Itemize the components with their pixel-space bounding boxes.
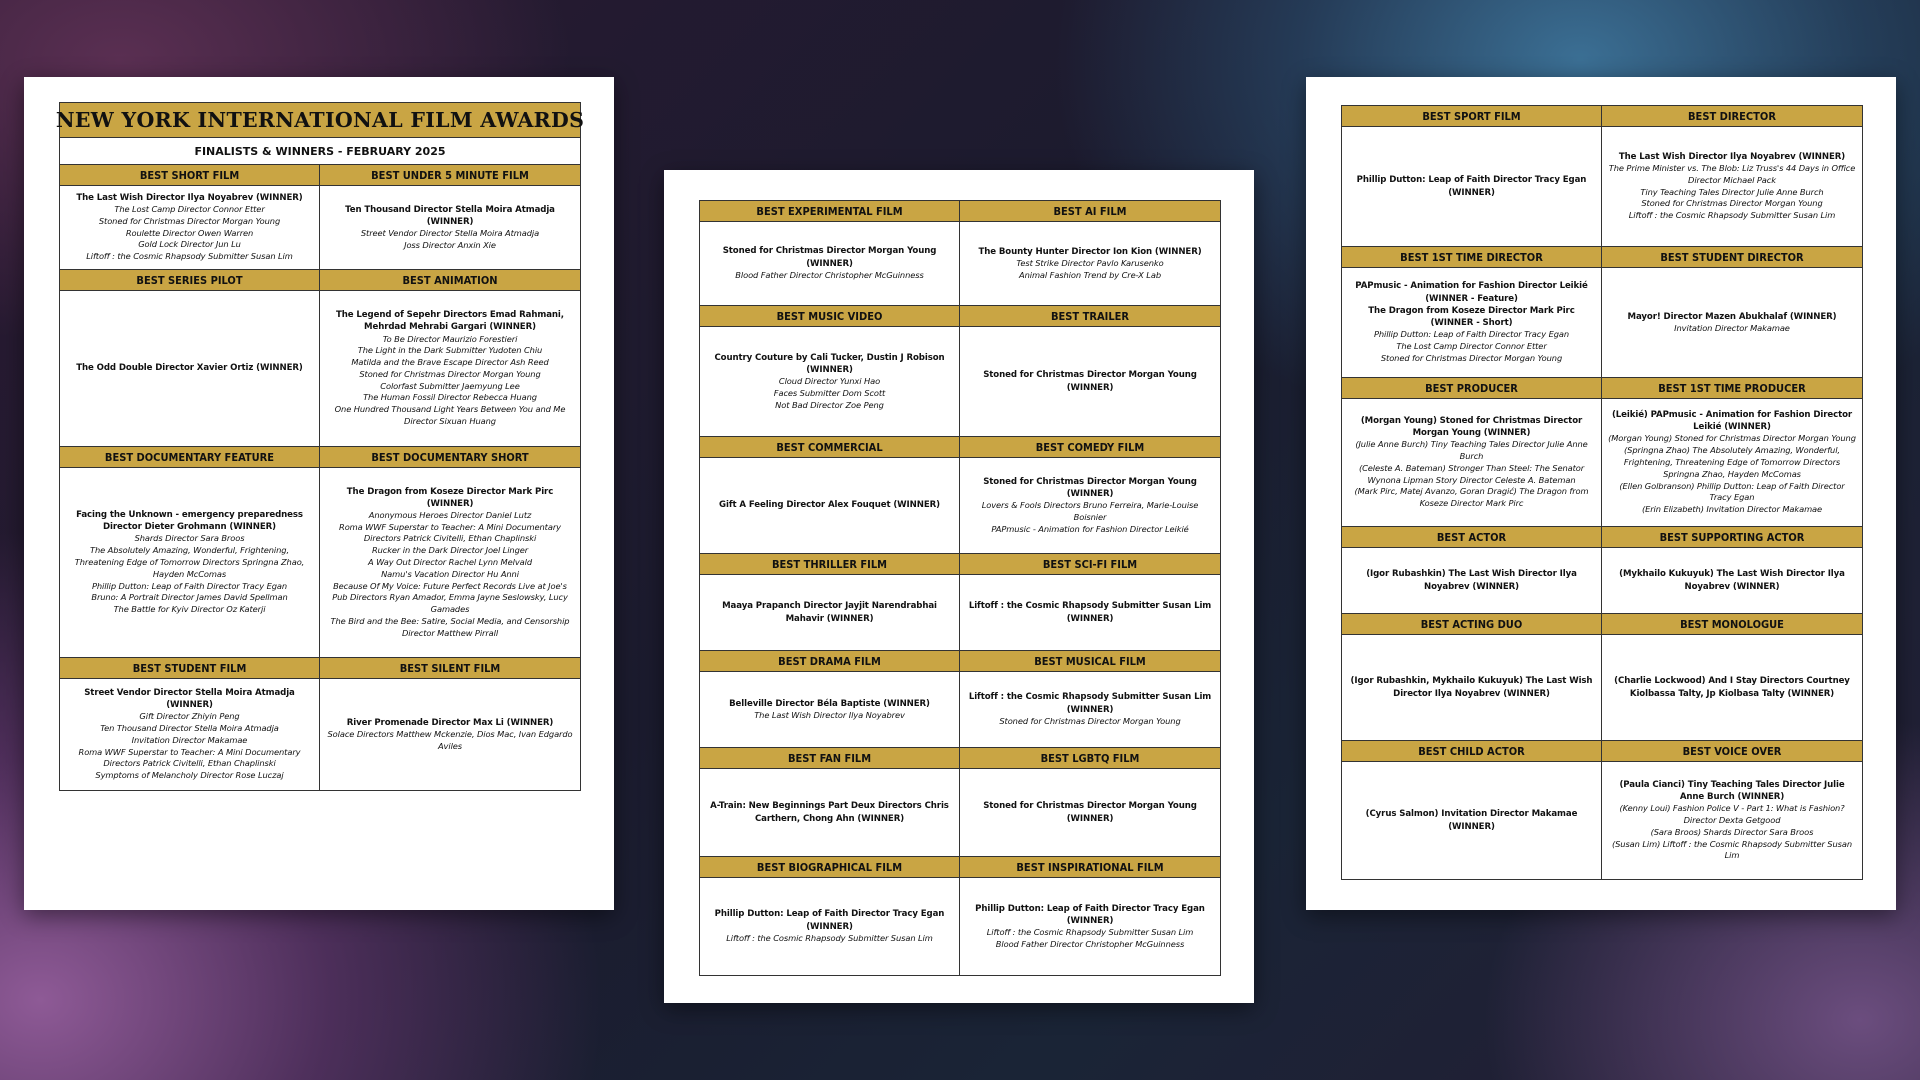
awards-table [55,102,585,791]
awards-page-3 [1306,77,1896,910]
category-entries [320,468,580,657]
winner-entry: Stoned for Christmas Director Morgan Young (WINNER) [722,246,937,269]
category-header: BEST ACTING DUO [1342,614,1601,635]
finalist-entry: Gold Lock Director Jun Lu [138,239,241,250]
finalist-entry: Stoned for Christmas Director Morgan Young [98,215,281,226]
winner-entry: Phillip Dutton: Leap of Faith Director Tracy Egan (WINNER) [975,903,1205,926]
finalist-entry: Because Of My Voice: Future Perfect Records Live at Joe's Pub Directors Ryan Amador, Emma Jayne Seslowsky, Lucy Gamades [332,580,568,615]
finalist-entry: The Human Fossil Director Rebecca Huang [363,392,537,403]
finalist-entry: Ten Thousand Director Stella Moira Atmadja [100,723,279,734]
finalist-entry: Matilda and the Brave Escape Director Ash Reed [351,357,549,368]
finalist-entry: (Celeste A. Bateman) Stronger Than Steel: The Senator Wynona Lipman Story Director Celeste A. Bateman [1358,462,1585,485]
finalist-entry: Anonymous Heroes Director Daniel Lutz [368,509,532,520]
award-category-cell [960,306,1220,437]
award-category-cell [960,554,1220,651]
finalist-entry: Invitation Director Makamae [131,734,248,745]
winner-entry: Stoned for Christmas Director Morgan Young (WINNER) [983,370,1197,393]
winner-entry: Stoned for Christmas Director Morgan Young (WINNER) [983,476,1197,499]
finalist-entry: The Battle for Kyiv Director Oz Katerji [113,604,266,615]
category-entries [700,878,959,975]
category-entries [700,327,959,436]
finalist-entry: Liftoff : the Cosmic Rhapsody Submitter Susan Lim [986,926,1194,937]
finalist-entry: (Mark Pirc, Matej Avanzo, Goran Dragić) The Dragon from Koseze Director Mark Pirc [1354,486,1589,509]
awards-table [699,200,1221,976]
category-header: BEST INSPIRATIONAL FILM [960,857,1220,878]
finalist-entry: The Lost Camp Director Connor Etter [114,204,265,215]
category-grid [60,165,580,790]
awards-page-2 [664,170,1254,1003]
winner-entry: Liftoff : the Cosmic Rhapsody Submitter Susan Lim (WINNER) [968,601,1212,624]
category-header: BEST EXPERIMENTAL FILM [700,201,959,222]
award-category-cell [1342,106,1602,247]
winner-entry: The Legend of Sepehr Directors Emad Rahmani, Mehrdad Mehrabi Gargari (WINNER) [336,310,564,333]
finalist-entry: (Kenny Loui) Fashion Police V - Part 1: What is Fashion? Director Dexta Getgood [1619,803,1845,826]
award-category-cell [1342,247,1602,378]
category-entries [1342,548,1601,613]
category-entries [700,575,959,650]
category-header: BEST COMMERCIAL [700,437,959,458]
category-header: BEST PRODUCER [1342,378,1601,399]
finalist-entry: Joss Director Anxin Xie [404,239,496,250]
finalist-entry: Gift Director Zhiyin Peng [139,711,240,722]
finalist-entry: Roulette Director Owen Warren [125,227,254,238]
finalist-entry: Not Bad Director Zoe Peng [775,399,884,410]
category-entries [960,672,1220,747]
finalist-entry: Animal Fashion Trend by Cre-X Lab [1019,269,1161,280]
category-header: BEST CHILD ACTOR [1342,741,1601,762]
finalist-entry: Invitation Director Makamae [1674,322,1790,333]
category-header: BEST 1ST TIME DIRECTOR [1342,247,1601,268]
category-entries [960,878,1220,975]
award-category-cell [320,165,580,270]
category-entries [320,291,580,446]
finalist-entry: Stoned for Christmas Director Morgan Young [999,715,1181,726]
finalist-entry: The Absolutely Amazing, Wonderful, Frightening, Threatening Edge of Tomorrow Directors Springna Zhao, Hayden McComas [74,545,305,579]
winner-entry: The Bounty Hunter Director Ion Kion (WINNER) [978,246,1202,257]
finalist-entry: The Last Wish Director Ilya Noyabrev [754,709,905,720]
winner-entry: PAPmusic - Animation for Fashion Director Leikié (WINNER - Feature) [1355,281,1588,304]
category-header: BEST COMEDY FILM [960,437,1220,458]
category-header: BEST ANIMATION [320,270,580,291]
finalist-entry: Faces Submitter Dom Scott [773,387,886,398]
winner-entry: (Mykhailo Kukuyuk) The Last Wish Director Ilya Noyabrev (WINNER) [1619,569,1845,592]
winner-entry: (Leikié) PAPmusic - Animation for Fashion Director Leikié (WINNER) [1611,410,1853,433]
award-category-cell [700,437,960,554]
category-header: BEST 1ST TIME PRODUCER [1602,378,1862,399]
award-category-cell [1602,614,1862,741]
category-entries [1602,268,1862,377]
winner-entry: Belleville Director Béla Baptiste (WINNER) [729,698,930,709]
category-header: BEST TRAILER [960,306,1220,327]
winner-entry: Liftoff : the Cosmic Rhapsody Submitter Susan Lim (WINNER) [968,692,1212,715]
category-header: BEST SCI-FI FILM [960,554,1220,575]
finalist-entry: Street Vendor Director Stella Moira Atmadja [360,227,540,238]
category-entries [1602,762,1862,879]
finalist-entry: Stoned for Christmas Director Morgan Young [359,368,541,379]
award-category-cell [1602,741,1862,879]
award-category-cell [700,748,960,857]
category-entries [960,575,1220,650]
finalist-entry: Phillip Dutton: Leap of Faith Director Tracy Egan [91,580,288,591]
finalist-entry: Cloud Director Yunxi Hao [778,376,881,387]
finalist-entry: Namu's Vacation Director Hu Anni [381,568,519,579]
finalist-entry: To Be Director Maurizio Forestieri [382,333,518,344]
category-header: BEST BIOGRAPHICAL FILM [700,857,959,878]
category-entries [1602,548,1862,613]
winner-entry: (Morgan Young) Stoned for Christmas Director Morgan Young (WINNER) [1360,415,1583,439]
awards-table [1341,105,1863,880]
finalist-entry: Blood Father Director Christopher McGuinness [995,938,1185,949]
document-subtitle: FINALISTS & WINNERS - FEBRUARY 2025 [60,138,580,165]
category-entries [700,458,959,553]
finalist-entry: The Lost Camp Director Connor Etter [1396,341,1547,352]
winner-entry: (Paula Cianci) Tiny Teaching Tales Director Julie Anne Burch (WINNER) [1619,779,1845,803]
finalist-entry: (Erin Elizabeth) Invitation Director Makamae [1641,504,1823,515]
winner-entry: Facing the Unknown - emergency preparedness Director Dieter Grohmann (WINNER) [76,510,303,533]
category-entries [1342,127,1601,246]
category-entries [60,468,319,657]
category-header: BEST SPORT FILM [1342,106,1601,127]
category-header: BEST SILENT FILM [320,658,580,679]
winner-entry: Gift A Feeling Director Alex Fouquet (WINNER) [719,500,940,511]
finalist-entry: Roma WWF Superstar to Teacher: A Mini Documentary Directors Patrick Civitelli, Ethan Chaplinski [339,521,561,544]
category-entries [1602,399,1862,526]
award-category-cell [960,651,1220,748]
winner-entry: The Dragon from Koseze Director Mark Pirc (WINNER - Short) [1368,305,1575,329]
award-category-cell [320,270,580,447]
finalist-entry: (Morgan Young) Stoned for Christmas Director Morgan Young [1608,433,1856,444]
category-entries [960,769,1220,856]
award-category-cell [60,165,320,270]
category-header: BEST DRAMA FILM [700,651,959,672]
award-category-cell [60,270,320,447]
finalist-entry: Stoned for Christmas Director Morgan Young [1641,198,1823,209]
category-header: BEST UNDER 5 MINUTE FILM [320,165,580,186]
finalist-entry: Stoned for Christmas Director Morgan Young [1380,352,1563,363]
category-header: BEST AI FILM [960,201,1220,222]
finalist-entry: Shards Director Sara Broos [134,533,245,544]
award-category-cell [1342,741,1602,879]
category-header: BEST SHORT FILM [60,165,319,186]
finalist-entry: A Way Out Director Rachel Lynn Melvald [368,557,532,568]
award-category-cell [60,658,320,790]
finalist-entry: Liftoff : the Cosmic Rhapsody Submitter Susan Lim [1628,210,1836,221]
category-grid [1342,106,1862,879]
award-category-cell [700,857,960,975]
award-category-cell [960,748,1220,857]
award-category-cell [1342,378,1602,527]
award-category-cell [1342,614,1602,741]
category-entries [1602,635,1862,740]
finalist-entry: Roma WWF Superstar to Teacher: A Mini Documentary Directors Patrick Civitelli, Ethan Chaplinski [78,746,301,769]
award-category-cell [960,437,1220,554]
category-entries [60,186,319,269]
award-category-cell [700,201,960,306]
category-entries [1342,268,1601,377]
award-category-cell [60,447,320,658]
winner-entry: Mayor! Director Mazen Abukhalaf (WINNER) [1627,311,1837,322]
category-entries [1342,399,1601,526]
category-entries [60,679,319,790]
category-entries [700,672,959,747]
winner-entry: (Charlie Lockwood) And I Stay Directors Courtney Kiolbassa Talty, Jp Kiolbasa Talty (WINNER) [1614,676,1850,699]
finalist-entry: Symptoms of Melancholy Director Rose Luczaj [95,770,284,781]
category-header: BEST SUPPORTING ACTOR [1602,527,1862,548]
finalist-entry: Rucker in the Dark Director Joel Linger [371,545,529,556]
category-header: BEST LGBTQ FILM [960,748,1220,769]
category-header: BEST THRILLER FILM [700,554,959,575]
finalist-entry: The Light in the Dark Submitter Yudoten Chiu [357,345,543,356]
finalist-entry: (Ellen Golbranson) Phillip Dutton: Leap of Faith Director Tracy Egan [1619,480,1845,503]
winner-entry: Stoned for Christmas Director Morgan Young (WINNER) [983,801,1197,824]
category-header: BEST DOCUMENTARY FEATURE [60,447,319,468]
document-title: NEW YORK INTERNATIONAL FILM AWARDS [60,103,580,138]
category-header: BEST STUDENT DIRECTOR [1602,247,1862,268]
finalist-entry: Phillip Dutton: Leap of Faith Director Tracy Egan [1373,329,1570,340]
winner-entry: Ten Thousand Director Stella Moira Atmadja (WINNER) [345,204,555,227]
finalist-entry: Colorfast Submitter Jaemyung Lee [380,380,520,391]
finalist-entry: Test Strike Director Pavlo Karusenko [1016,257,1164,268]
finalist-entry: One Hundred Thousand Light Years Between You and Me Director Sixuan Huang [334,404,566,427]
category-header: BEST ACTOR [1342,527,1601,548]
award-category-cell [320,658,580,790]
winner-entry: Country Couture by Cali Tucker, Dustin J Robison (WINNER) [714,352,945,375]
finalist-entry: Liftoff : the Cosmic Rhapsody Submitter Susan Lim [726,932,933,943]
category-header: BEST MUSIC VIDEO [700,306,959,327]
category-entries [1602,127,1862,246]
category-entries [320,679,580,790]
award-category-cell [1342,527,1602,614]
category-header: BEST MONOLOGUE [1602,614,1862,635]
award-category-cell [700,554,960,651]
category-header: BEST VOICE OVER [1602,741,1862,762]
awards-page-1 [24,77,614,910]
winner-entry: Street Vendor Director Stella Moira Atmadja (WINNER) [84,687,295,711]
winner-entry: The Odd Double Director Xavier Ortiz (WINNER) [76,363,303,374]
category-entries [700,769,959,856]
finalist-entry: (Julie Anne Burch) Tiny Teaching Tales Director Julie Anne Burch [1355,439,1588,462]
winner-entry: The Last Wish Director Ilya Noyabrev (WINNER) [76,192,303,203]
category-header: BEST SERIES PILOT [60,270,319,291]
finalist-entry: The Prime Minister vs. The Blob: Liz Truss's 44 Days in Office Director Michael Pack [1608,163,1856,185]
award-category-cell [960,857,1220,975]
winner-entry: River Promenade Director Max Li (WINNER) [346,717,554,728]
category-header: BEST DOCUMENTARY SHORT [320,447,580,468]
finalist-entry: (Sara Broos) Shards Director Sara Broos [1650,826,1814,837]
finalist-entry: Lovers & Fools Directors Bruno Ferreira, Marie-Louise Boisnier [981,500,1199,522]
finalist-entry: Solace Directors Matthew Mckenzie, Dios Mac, Ivan Edgardo Aviles [327,728,573,751]
category-entries [60,291,319,446]
category-entries [1342,762,1601,879]
category-grid [700,201,1220,975]
winner-entry: Maaya Prapanch Director Jayjit Narendrabhai Mahavir (WINNER) [722,601,937,624]
winner-entry: A-Train: New Beginnings Part Deux Directors Chris Carthern, Chong Ahn (WINNER) [710,801,949,824]
award-category-cell [960,201,1220,306]
award-category-cell [700,651,960,748]
winner-entry: (Cyrus Salmon) Invitation Director Makamae (WINNER) [1365,809,1578,832]
award-category-cell [320,447,580,658]
award-category-cell [1602,527,1862,614]
award-category-cell [1602,247,1862,378]
category-header: BEST DIRECTOR [1602,106,1862,127]
finalist-entry: Bruno: A Portrait Director James David Spellman [91,592,288,603]
finalist-entry: (Springna Zhao) The Absolutely Amazing, Wonderful, Frightening, Threatening Edge of Tomorrow Directors Springna Zhao, Hayden McComas [1623,445,1841,479]
winner-entry: The Last Wish Director Ilya Noyabrev (WINNER) [1618,151,1846,162]
category-entries [1342,635,1601,740]
finalist-entry: Tiny Teaching Tales Director Julie Anne Burch [1640,186,1824,197]
category-entries [960,458,1220,553]
winner-entry: Phillip Dutton: Leap of Faith Director Tracy Egan (WINNER) [714,909,945,932]
winner-entry: The Dragon from Koseze Director Mark Pirc (WINNER) [346,486,554,509]
award-category-cell [700,306,960,437]
category-entries [320,186,580,269]
finalist-entry: Blood Father Director Christopher McGuinness [735,269,924,280]
award-category-cell [1602,378,1862,527]
category-header: BEST FAN FILM [700,748,959,769]
winner-entry: (Igor Rubashkin, Mykhailo Kukuyuk) The Last Wish Director Ilya Noyabrev (WINNER) [1350,676,1593,699]
finalist-entry: PAPmusic - Animation for Fashion Director Leikié [991,523,1189,534]
category-header: BEST MUSICAL FILM [960,651,1220,672]
finalist-entry: Liftoff : the Cosmic Rhapsody Submitter Susan Lim [86,251,293,262]
award-category-cell [1602,106,1862,247]
category-entries [700,222,959,305]
finalist-entry: The Bird and the Bee: Satire, Social Media, and Censorship Director Matthew Pirrall [330,615,570,638]
category-entries [960,222,1220,305]
category-entries [960,327,1220,436]
category-header: BEST STUDENT FILM [60,658,319,679]
winner-entry: Phillip Dutton: Leap of Faith Director Tracy Egan (WINNER) [1356,175,1587,198]
winner-entry: (Igor Rubashkin) The Last Wish Director Ilya Noyabrev (WINNER) [1366,569,1577,592]
finalist-entry: (Susan Lim) Liftoff : the Cosmic Rhapsody Submitter Susan Lim [1612,838,1852,861]
